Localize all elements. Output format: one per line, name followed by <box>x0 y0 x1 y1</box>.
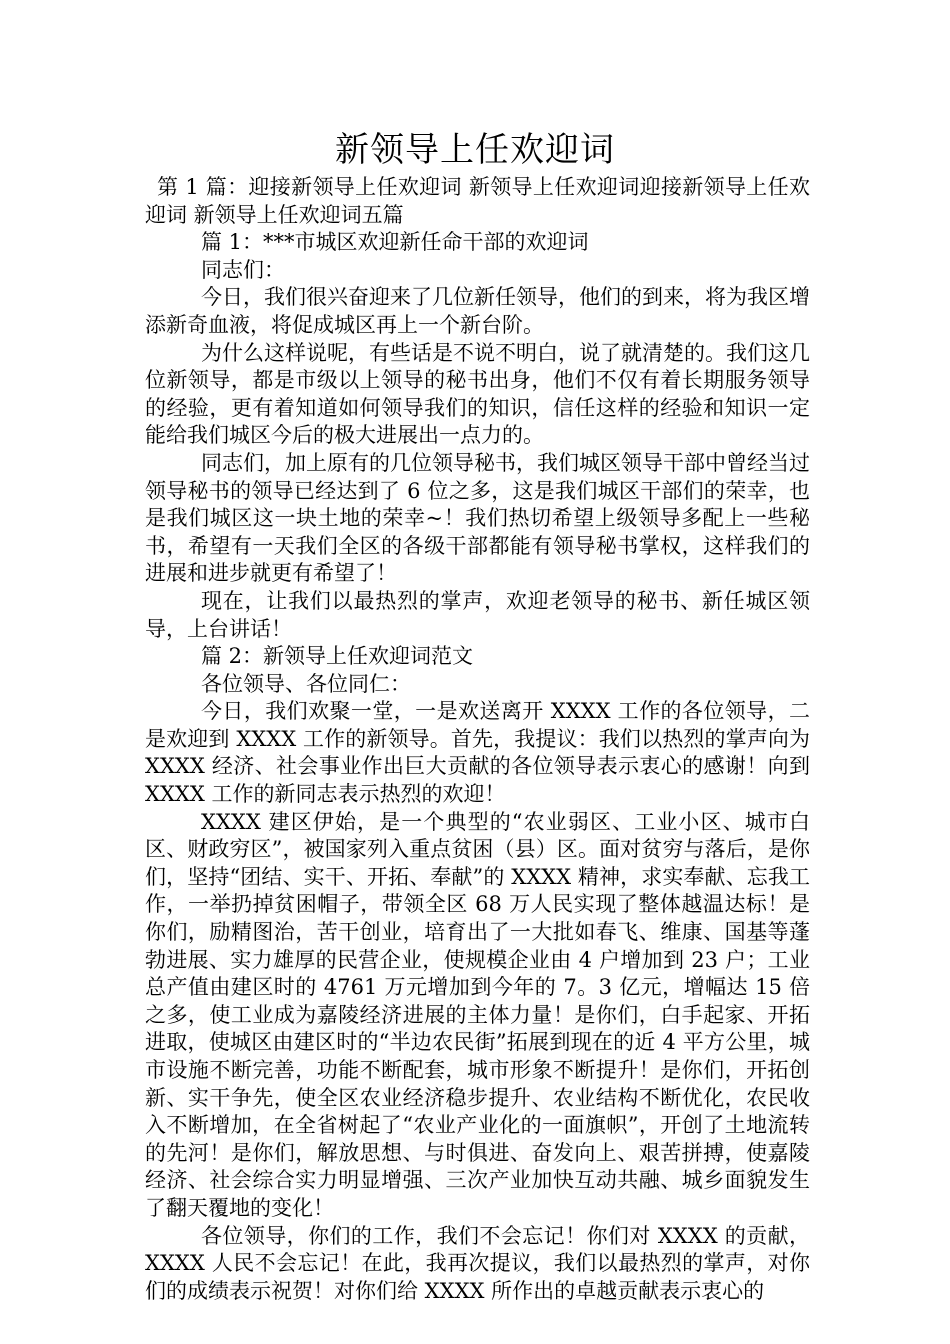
paragraph: 各位领导，你们的工作，我们不会忘记！你们对 XXXX 的贡献，XXXX 人民不会忘记！在此，我再次提议，我们以最热烈的掌声，对你们的成绩表示祝贺！对你们给 XXXX 所作出的卓越贡献表示衷心的 <box>145 1223 810 1303</box>
section-heading-2: 篇 2：新领导上任欢迎词范文 <box>201 644 474 669</box>
paragraph: 今日，我们很兴奋迎来了几位新任领导，他们的到来，将为我区增添新奇血液，将促成城区再上一个新台阶。 <box>145 285 810 337</box>
series-heading: 第 1 篇：迎接新领导上任欢迎词 新领导上任欢迎词迎接新领导上任欢迎词 新领导上任欢迎词五篇 <box>145 175 810 227</box>
paragraph: 同志们，加上原有的几位领导秘书，我们城区领导干部中曾经当过领导秘书的领导已经达到了 6 位之多，这是我们城区干部们的荣幸，也是我们城区这一块土地的荣幸~！我们热切希望上级领导多配上一些秘书，希望有一天我们全区的各级干部都能有领导秘书掌权，这样我们的进展和进步就更有希望了！ <box>145 450 810 586</box>
document-body <box>145 174 810 1305</box>
paragraph: 今日，我们欢聚一堂，一是欢送离开 XXXX 工作的各位领导，二是欢迎到 XXXX 工作的新领导。首先，我提议：我们以热烈的掌声向为 XXXX 经济、社会事业作出巨大贡献的各位领导表示衷心的感谢！向到 XXXX 工作的新同志表示热烈的欢迎！ <box>145 699 810 807</box>
paragraph: 现在，让我们以最热烈的掌声，欢迎老领导的秘书、新任城区领导，上台讲话！ <box>145 588 810 641</box>
paragraph: 为什么这样说呢，有些话是不说不明白，说了就清楚的。我们这几位新领导，都是市级以上领导的秘书出身，他们不仅有着长期服务领导的经验，更有着知道如何领导我们的知识，信任这样的经验和知识一定能给我们城区今后的极大进展出一点力的。 <box>145 340 810 448</box>
section-heading-1: 篇 1：***市城区欢迎新任命干部的欢迎词 <box>201 230 589 255</box>
salutation-1: 同志们： <box>201 257 285 282</box>
paragraph: XXXX 建区伊始，是一个典型的“农业弱区、工业小区、城市白区、财政穷区”，被国家列入重点贫困（县）区。面对贫穷与落后，是你们，坚持“团结、实干、开拓、奉献”的 XXXX 精神，求实奉献、忘我工作，一举扔掉贫困帽子，带领全区 68 万人民实现了整体越温达标！是你们，励精图治，苦干创业，培育出了一大批如春飞、维康、国基等蓬勃进展、实力雄厚的民营企业，使规模企业由 4 户增加到 23 户；工业总产值由建区时的 4761 万元增加到今年的 7。3 亿元，增幅达 15 倍之多，使工业成为嘉陵经济进展的主体力量！是你们，白手起家、开拓进取，使城区由建区时的“半边农民街”拓展到现在的近 4 平方公里，城市设施不断完善，功能不断配套，城市形象不断提升！是你们，开拓创新、实干争先，使全区农业经济稳步提升、农业结构不断优化，农民收入不断增加，在全省树起了“农业产业化的一面旗帜”，开创了土地流转的先河！是你们，解放思想、与时俱进、奋发向上、艰苦拼搏，使嘉陵经济、社会综合实力明显增强、三次产业加快互动共融、城乡面貌发生了翻天覆地的变化！ <box>145 809 810 1220</box>
document-title: 新领导上任欢迎词 <box>335 130 615 170</box>
salutation-2: 各位领导、各位同仁： <box>201 671 411 696</box>
